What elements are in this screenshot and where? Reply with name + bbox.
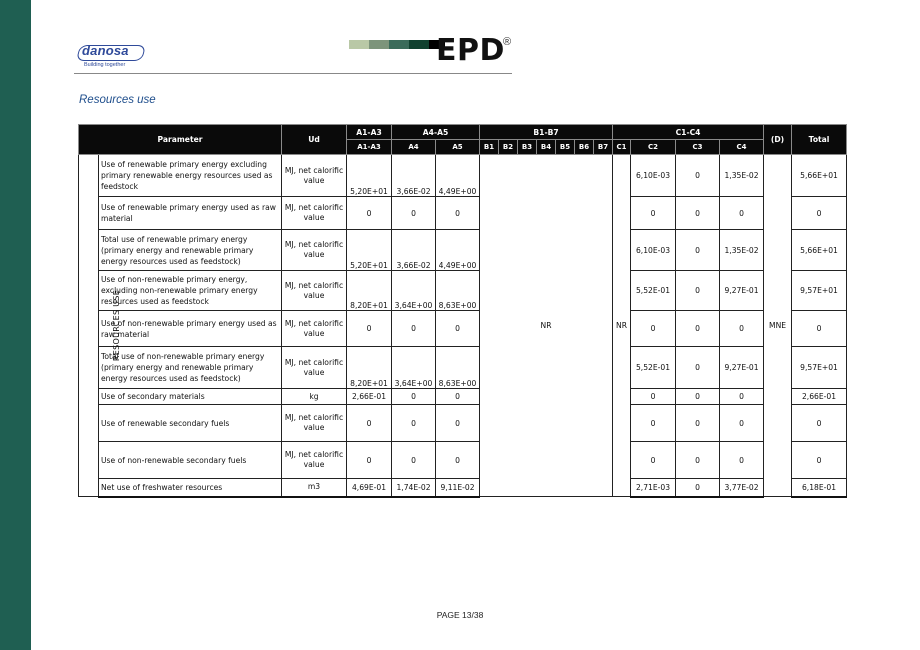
table-row <box>79 389 847 405</box>
value-c4: 1,35E-02 <box>720 230 764 271</box>
value-a4: 3,64E+00 <box>392 347 436 389</box>
value-a1a3: 5,20E+01 <box>347 230 392 271</box>
header-b4: B4 <box>537 140 556 155</box>
table-row <box>79 197 847 230</box>
value-c2: 6,10E-03 <box>631 230 676 271</box>
value-a4: 0 <box>392 389 436 405</box>
value-c4: 0 <box>720 197 764 230</box>
value-total: 0 <box>792 405 847 442</box>
side-bar <box>0 0 31 650</box>
unit-cell: MJ, net calorific value <box>282 405 347 442</box>
value-a4: 0 <box>392 311 436 347</box>
value-a5: 4,49E+00 <box>436 155 480 197</box>
value-a4: 0 <box>392 405 436 442</box>
value-a4: 3,64E+00 <box>392 271 436 311</box>
header-b-group: B1-B7 <box>480 125 613 140</box>
value-c2: 0 <box>631 442 676 479</box>
header-b3: B3 <box>518 140 537 155</box>
value-c4: 0 <box>720 389 764 405</box>
value-c4: 9,27E-01 <box>720 347 764 389</box>
table-row <box>79 442 847 479</box>
epd-color-strip <box>349 40 445 49</box>
parameter-cell: Use of secondary materials <box>99 389 282 405</box>
table-row <box>79 347 847 389</box>
page-number: PAGE 13/38 <box>436 610 484 620</box>
value-a1a3: 8,20E+01 <box>347 347 392 389</box>
value-a1a3: 0 <box>347 311 392 347</box>
value-a5: 0 <box>436 442 480 479</box>
value-a1a3: 4,69E-01 <box>347 479 392 497</box>
header-parameter: Parameter <box>79 125 282 155</box>
header-b6: B6 <box>575 140 594 155</box>
unit-cell: MJ, net calorific value <box>282 442 347 479</box>
header-b2: B2 <box>499 140 518 155</box>
unit-cell: MJ, net calorific value <box>282 155 347 197</box>
value-total: 6,18E-01 <box>792 479 847 497</box>
value-a4: 1,74E-02 <box>392 479 436 497</box>
value-c3: 0 <box>676 479 720 497</box>
parameter-cell: Use of renewable primary energy excluding primary renewable energy resources used as feedstock <box>99 155 282 197</box>
unit-cell: m3 <box>282 479 347 497</box>
value-c4: 9,27E-01 <box>720 271 764 311</box>
header-a5: A5 <box>436 140 480 155</box>
header-c1: C1 <box>613 140 631 155</box>
value-a5: 8,63E+00 <box>436 347 480 389</box>
value-c4: 0 <box>720 442 764 479</box>
table-row <box>79 155 847 197</box>
table-row <box>79 479 847 497</box>
category-label: RESOURCES USE <box>112 289 122 362</box>
epd-logo: EPD <box>436 33 505 68</box>
value-a5: 0 <box>436 197 480 230</box>
value-a4: 3,66E-02 <box>392 230 436 271</box>
b-modules-merged: NR <box>480 155 613 497</box>
table-row <box>79 271 847 311</box>
value-a5: 0 <box>436 405 480 442</box>
value-c3: 0 <box>676 230 720 271</box>
value-c3: 0 <box>676 197 720 230</box>
unit-cell: MJ, net calorific value <box>282 230 347 271</box>
value-total: 0 <box>792 197 847 230</box>
value-c4: 1,35E-02 <box>720 155 764 197</box>
value-a5: 8,63E+00 <box>436 271 480 311</box>
header-c-group: C1-C4 <box>613 125 764 140</box>
logo-tagline: Building together <box>84 62 126 68</box>
value-total: 5,66E+01 <box>792 230 847 271</box>
value-c4: 0 <box>720 405 764 442</box>
strip-segment <box>369 40 389 49</box>
value-c2: 6,10E-03 <box>631 155 676 197</box>
header-c4: C4 <box>720 140 764 155</box>
value-total: 2,66E-01 <box>792 389 847 405</box>
header-b5: B5 <box>556 140 575 155</box>
value-c2: 0 <box>631 197 676 230</box>
value-a1a3: 2,66E-01 <box>347 389 392 405</box>
value-c3: 0 <box>676 405 720 442</box>
value-c3: 0 <box>676 311 720 347</box>
value-c3: 0 <box>676 271 720 311</box>
value-a4: 0 <box>392 442 436 479</box>
value-a5: 4,49E+00 <box>436 230 480 271</box>
category-cell <box>79 155 122 497</box>
value-a4: 0 <box>392 197 436 230</box>
c1-merged: NR <box>613 155 631 497</box>
value-c3: 0 <box>676 442 720 479</box>
unit-cell: MJ, net calorific value <box>282 311 347 347</box>
header-c2: C2 <box>631 140 676 155</box>
d-merged: MNE <box>764 155 792 497</box>
parameter-cell: Total use of non-renewable primary energy (primary energy and renewable primary energy resources used as feedstock) <box>99 347 282 389</box>
parameter-cell: Net use of freshwater resources <box>99 479 282 497</box>
value-a1a3: 5,20E+01 <box>347 155 392 197</box>
header-unit: Ud <box>282 125 347 155</box>
header-total: Total <box>792 125 847 155</box>
parameter-cell: Use of renewable secondary fuels <box>99 405 282 442</box>
value-a1a3: 8,20E+01 <box>347 271 392 311</box>
value-total: 0 <box>792 442 847 479</box>
parameter-cell: Use of non-renewable primary energy, excluding non-renewable primary energy resources used as feedstock <box>99 271 282 311</box>
header-b1: B1 <box>480 140 499 155</box>
unit-cell: MJ, net calorific value <box>282 271 347 311</box>
value-c2: 5,52E-01 <box>631 347 676 389</box>
header-a4a5-group: A4-A5 <box>392 125 480 140</box>
value-a5: 9,11E-02 <box>436 479 480 497</box>
unit-cell: MJ, net calorific value <box>282 197 347 230</box>
registered-mark: ® <box>503 36 512 48</box>
table-row <box>79 311 847 347</box>
strip-segment <box>409 40 429 49</box>
value-c3: 0 <box>676 389 720 405</box>
strip-segment <box>349 40 369 49</box>
parameter-cell: Use of non-renewable secondary fuels <box>99 442 282 479</box>
unit-cell: kg <box>282 389 347 405</box>
value-a1a3: 0 <box>347 197 392 230</box>
parameter-cell: Total use of renewable primary energy (primary energy and renewable primary energy resources used as feedstock) <box>99 230 282 271</box>
parameter-cell: Use of non-renewable primary energy used as raw material <box>99 311 282 347</box>
header-a1a3-group: A1-A3 <box>347 125 392 140</box>
unit-cell: MJ, net calorific value <box>282 347 347 389</box>
value-total: 0 <box>792 311 847 347</box>
header-b7: B7 <box>594 140 613 155</box>
value-c3: 0 <box>676 155 720 197</box>
header-a4: A4 <box>392 140 436 155</box>
resources-use-table <box>78 124 847 498</box>
table-row <box>79 230 847 271</box>
value-total: 9,57E+01 <box>792 347 847 389</box>
value-a5: 0 <box>436 311 480 347</box>
value-c4: 3,77E-02 <box>720 479 764 497</box>
value-c2: 0 <box>631 311 676 347</box>
value-c3: 0 <box>676 347 720 389</box>
section-title: Resources use <box>79 94 156 106</box>
value-a4: 3,66E-02 <box>392 155 436 197</box>
parameter-cell: Use of renewable primary energy used as raw material <box>99 197 282 230</box>
value-c2: 2,71E-03 <box>631 479 676 497</box>
value-a5: 0 <box>436 389 480 405</box>
value-a1a3: 0 <box>347 442 392 479</box>
logo-wordmark: danosa <box>82 43 129 58</box>
header-c3: C3 <box>676 140 720 155</box>
value-c4: 0 <box>720 311 764 347</box>
table-row <box>79 405 847 442</box>
danosa-logo <box>74 42 152 72</box>
value-a1a3: 0 <box>347 405 392 442</box>
strip-segment <box>389 40 409 49</box>
header-divider <box>74 73 512 74</box>
value-total: 5,66E+01 <box>792 155 847 197</box>
header-a1a3: A1-A3 <box>347 140 392 155</box>
header-d: (D) <box>764 125 792 155</box>
value-c2: 0 <box>631 405 676 442</box>
value-total: 9,57E+01 <box>792 271 847 311</box>
value-c2: 5,52E-01 <box>631 271 676 311</box>
value-c2: 0 <box>631 389 676 405</box>
